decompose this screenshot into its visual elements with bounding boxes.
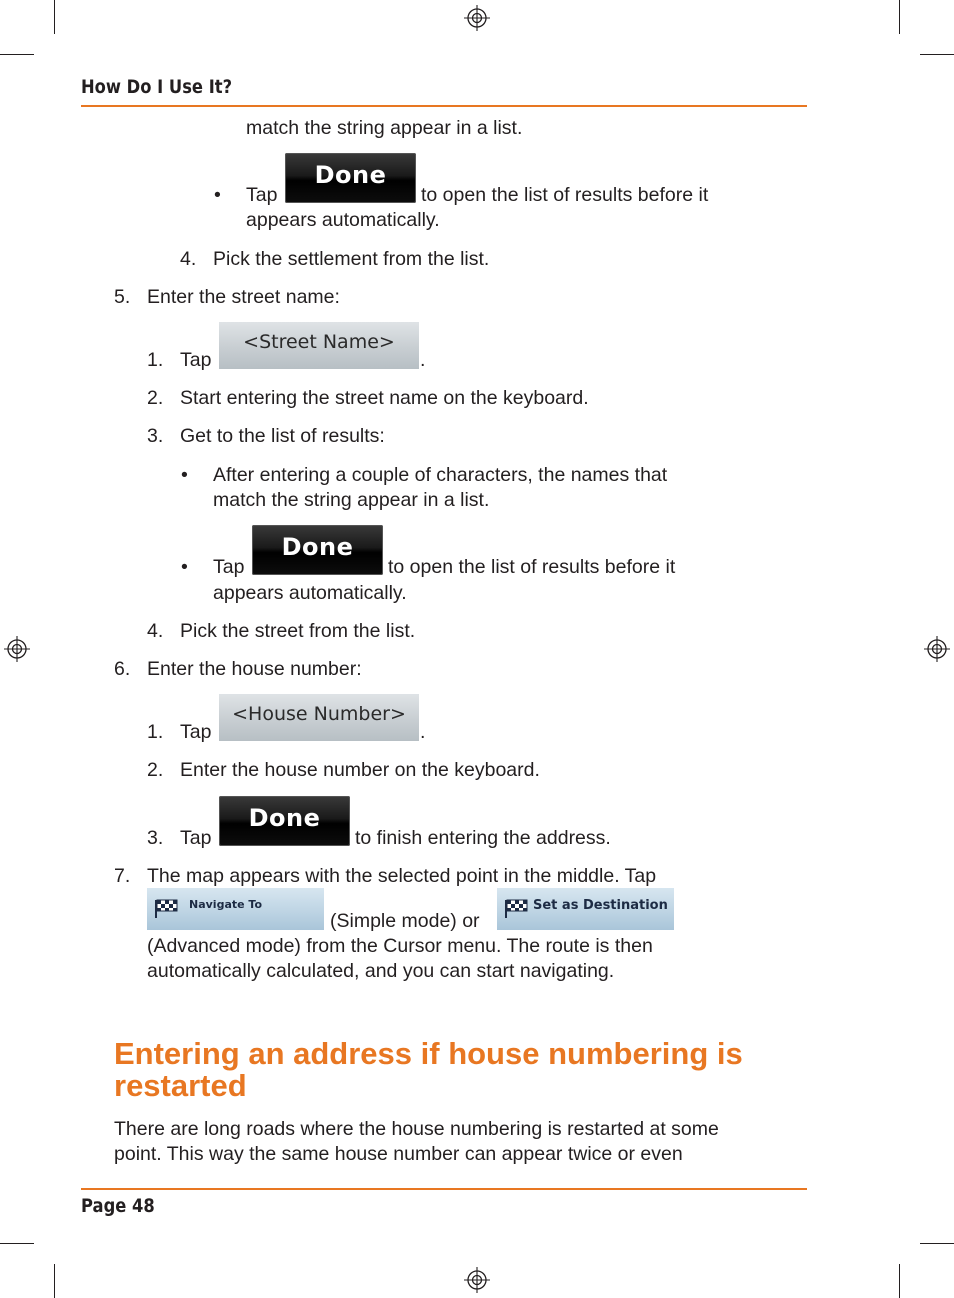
step-number: 2. <box>147 759 164 781</box>
body-text: appears automatically. <box>246 209 440 231</box>
navigate-to-label: Navigate To <box>189 898 263 911</box>
body-text: Tap <box>180 721 212 743</box>
checkered-flag-icon <box>153 898 181 918</box>
bullet: • <box>181 556 188 578</box>
step-number: 4. <box>180 248 197 270</box>
body-text: Enter the house number on the keyboard. <box>180 759 540 781</box>
body-text: Pick the street from the list. <box>180 620 416 642</box>
body-text: automatically calculated, and you can start navigating. <box>147 960 615 982</box>
body-text: . <box>420 721 426 743</box>
crop-mark <box>0 1243 34 1244</box>
step-number: 1. <box>147 721 164 743</box>
footer-rule <box>81 1188 807 1190</box>
body-text: Pick the settlement from the list. <box>213 248 490 270</box>
street-name-button[interactable]: <Street Name> <box>219 322 419 369</box>
registration-mark-icon <box>464 1267 490 1293</box>
set-as-destination-button[interactable] <box>497 888 674 930</box>
step-number: 6. <box>114 658 131 680</box>
registration-mark-icon <box>924 636 950 662</box>
body-text: to open the list of results before it <box>421 184 709 206</box>
body-text: to open the list of results before it <box>388 556 676 578</box>
step-number: 7. <box>114 865 131 887</box>
body-text: (Simple mode) or <box>330 910 480 932</box>
registration-mark-icon <box>4 636 30 662</box>
step-number: 4. <box>147 620 164 642</box>
set-as-destination-label: Set as Destination <box>533 898 668 913</box>
body-text: Tap <box>180 349 212 371</box>
body-text: Start entering the street name on the keyboard. <box>180 387 589 409</box>
done-button[interactable]: Done <box>252 525 383 575</box>
crop-mark <box>920 1243 954 1244</box>
header-rule <box>81 105 807 107</box>
bullet: • <box>214 184 221 206</box>
body-text: match the string appear in a list. <box>213 489 490 511</box>
body-text: Tap <box>246 184 278 206</box>
body-text: After entering a couple of characters, the names that <box>213 464 668 486</box>
step-number: 1. <box>147 349 164 371</box>
checkered-flag-icon <box>503 898 531 918</box>
body-text: Tap <box>180 827 212 849</box>
body-text: . <box>420 349 426 371</box>
body-text: to finish entering the address. <box>355 827 611 849</box>
body-text: match the string appear in a list. <box>246 117 523 139</box>
crop-mark <box>899 1264 900 1298</box>
body-text: The map appears with the selected point in the middle. Tap <box>147 865 657 887</box>
crop-mark <box>920 54 954 55</box>
bullet: • <box>181 464 188 486</box>
page-number: Page 48 <box>81 1195 155 1217</box>
body-text: appears automatically. <box>213 582 407 604</box>
crop-mark <box>54 1264 55 1298</box>
done-button[interactable]: Done <box>219 796 350 846</box>
body-text: Get to the list of results: <box>180 425 385 447</box>
step-number: 2. <box>147 387 164 409</box>
body-text: point. This way the same house number can appear twice or even <box>114 1143 683 1165</box>
crop-mark <box>899 0 900 34</box>
body-text: Enter the street name: <box>147 286 340 308</box>
navigate-to-button[interactable] <box>147 888 324 930</box>
body-text: Enter the house number: <box>147 658 362 680</box>
step-number: 5. <box>114 286 131 308</box>
crop-mark <box>0 54 34 55</box>
crop-mark <box>54 0 55 34</box>
body-text: Tap <box>213 556 245 578</box>
body-text: (Advanced mode) from the Cursor menu. The route is then <box>147 935 653 957</box>
step-number: 3. <box>147 827 164 849</box>
running-header: How Do I Use It? <box>81 76 233 98</box>
section-heading: Entering an address if house numbering is restarted <box>114 1036 743 1103</box>
done-button[interactable]: Done <box>285 153 416 203</box>
step-number: 3. <box>147 425 164 447</box>
registration-mark-icon <box>464 5 490 31</box>
body-text: There are long roads where the house numbering is restarted at some <box>114 1118 719 1140</box>
house-number-button[interactable]: <House Number> <box>219 694 419 741</box>
